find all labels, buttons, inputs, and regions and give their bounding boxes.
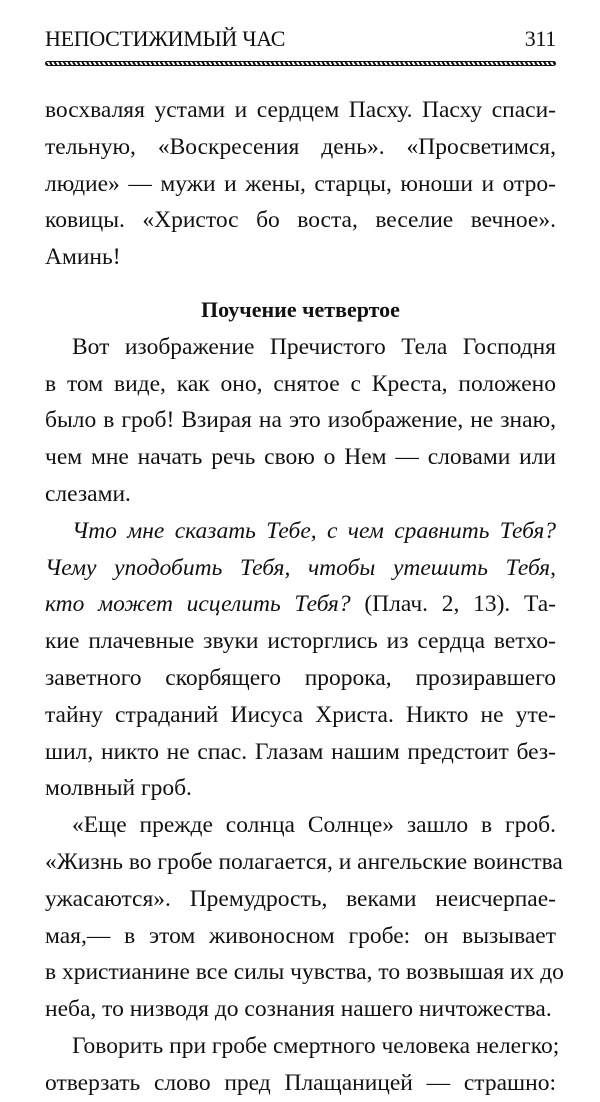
text-line: мая,— в этом живоносном гробе: он вызывает (45, 922, 556, 949)
text-line: чем мне начать речь свою о Нем — словами или (45, 444, 556, 471)
paragraph-5 (45, 1028, 560, 1102)
running-head (45, 26, 556, 56)
text-line: «Жизнь во гробе полагается, и ангельские воинства (45, 848, 563, 875)
text-line: шил, никто не спас. Глазам нашим предстоит без- (45, 738, 556, 765)
page-number: 311 (524, 26, 556, 51)
text-line: в христианине все силы чувства, то возвышая их до (45, 959, 564, 986)
text-line (45, 550, 556, 587)
text-line (45, 513, 556, 550)
body-text (45, 92, 564, 1102)
paragraph-4 (45, 807, 564, 1028)
text-line: молвный гроб. (45, 775, 192, 802)
running-head-title: НЕПОСТИЖИМЫЙ ЧАС (45, 26, 286, 51)
citation: (Плач. 2, 13). Та- (350, 591, 556, 618)
text-line: ужасаются». Премудрость, веками неисчерпае- (45, 885, 556, 912)
text-line: отверзать слово пред Плащаницей — страшно: (45, 1069, 556, 1096)
paragraph-2 (45, 329, 556, 513)
text-line: Говорить при гробе смертного человека нелегко; (72, 1032, 560, 1059)
quote-italic: Что мне сказать Тебе, с чем сравнить Тебя? (72, 517, 556, 544)
text-line (45, 586, 556, 623)
text-line: было в гроб! Взирая на это изображение, не знаю, (45, 407, 556, 434)
text-line: Вот изображение Пречистого Тела Господня (72, 333, 556, 360)
text-line: неба, то низводя до сознания нашего ничтожества. (45, 996, 552, 1023)
paragraph-1 (45, 92, 556, 276)
paragraph-3 (45, 513, 556, 807)
quote-italic: Чему уподобить Тебя, чтобы утешить Тебя, (45, 554, 556, 581)
text-line: Аминь! (45, 244, 121, 271)
text-line: восхваляя устами и сердцем Пасху. Пасху спаси- (45, 97, 556, 123)
rope-divider (45, 61, 556, 66)
text-line: «Еще прежде солнца Солнце» зашло в гроб. (72, 812, 556, 839)
text-line: тельную, «Воскресения день». «Просветимся, (45, 133, 556, 160)
text-line: ковицы. «Христос бо воста, веселие вечное». (45, 207, 556, 234)
text-line: заветного скорбящего пророка, прозиравшего (45, 664, 556, 691)
text-line: людие» — мужи и жены, старцы, юноши и отро- (45, 170, 556, 197)
section-heading: Поучение четвертое (201, 296, 400, 322)
text-line: кие плачевные звуки исторглись из сердца ветхо- (45, 628, 556, 655)
text-line: слезами. (45, 480, 131, 507)
text-line: в том виде, как оно, снятое с Креста, положено (45, 370, 556, 397)
quote-italic: кто может исцелить Тебя? (45, 591, 351, 618)
text-line: тайну страданий Иисуса Христа. Никто не уте- (45, 701, 556, 728)
